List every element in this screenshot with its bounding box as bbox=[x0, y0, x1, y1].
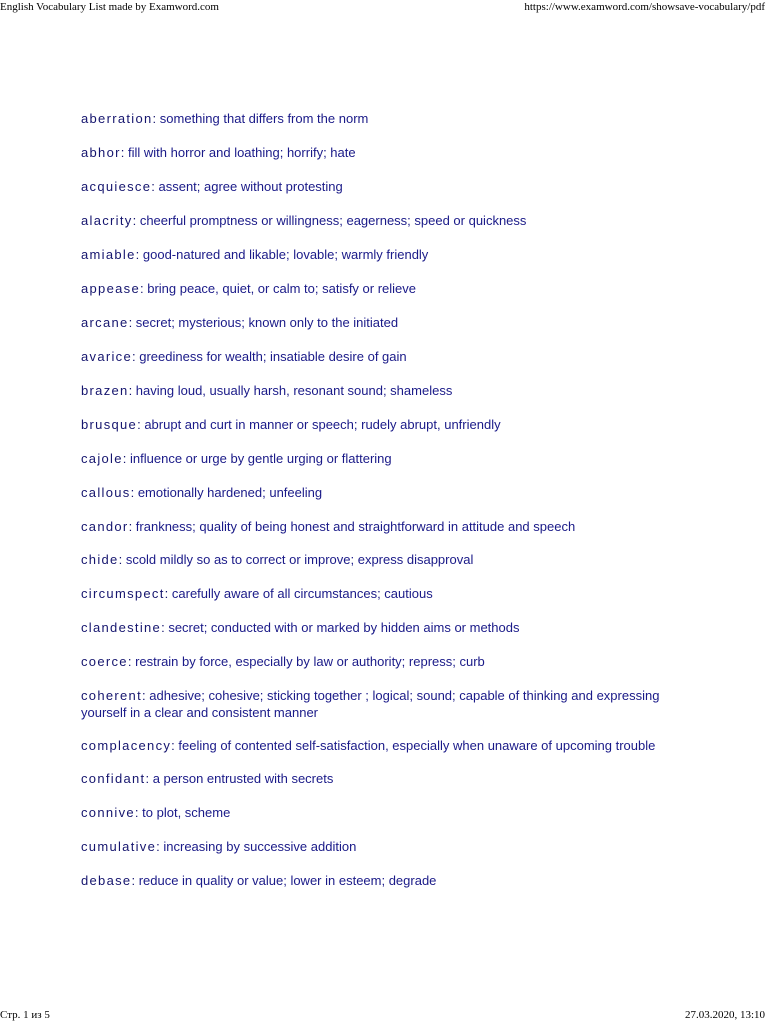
vocab-definition: increasing by successive addition bbox=[163, 839, 357, 854]
vocab-entry: cumulative: increasing by successive addition bbox=[81, 839, 357, 854]
vocab-definition: a person entrusted with secrets bbox=[152, 771, 334, 786]
vocab-definition: secret; mysterious; known only to the initiated bbox=[135, 315, 399, 330]
vocab-definition: feeling of contented self-satisfaction, especially when unaware of upcoming trouble bbox=[178, 738, 656, 753]
vocab-definition: influence or urge by gentle urging or flattering bbox=[130, 451, 392, 466]
vocab-definition: reduce in quality or value; lower in esteem; degrade bbox=[138, 873, 437, 888]
vocab-entry: acquiesce: assent; agree without protesting bbox=[81, 179, 343, 194]
vocab-entry: alacrity: cheerful promptness or willingness; eagerness; speed or quickness bbox=[81, 213, 527, 228]
vocab-term: complacency bbox=[81, 738, 172, 753]
vocab-term: cumulative bbox=[81, 839, 157, 854]
vocab-term: coerce bbox=[81, 654, 128, 669]
vocab-term: avarice bbox=[81, 349, 133, 364]
vocab-entry: callous: emotionally hardened; unfeeling bbox=[81, 485, 323, 500]
vocab-term: clandestine bbox=[81, 620, 162, 635]
vocab-entry: coerce: restrain by force, especially by law or authority; repress; curb bbox=[81, 654, 485, 669]
vocab-term: callous bbox=[81, 485, 131, 500]
vocab-definition: scold mildly so as to correct or improve; express disapproval bbox=[125, 552, 474, 567]
vocab-definition: greediness for wealth; insatiable desire of gain bbox=[139, 349, 407, 364]
vocab-definition: fill with horror and loathing; horrify; hate bbox=[127, 145, 356, 160]
vocab-term: circumspect bbox=[81, 586, 165, 601]
vocab-entry: circumspect: carefully aware of all circumstances; cautious bbox=[81, 586, 433, 601]
vocab-entry: aberration: something that differs from the norm bbox=[81, 111, 369, 126]
vocab-entry: debase: reduce in quality or value; lower in esteem; degrade bbox=[81, 873, 437, 888]
vocab-entry: chide: scold mildly so as to correct or improve; express disapproval bbox=[81, 552, 474, 567]
vocab-definition: restrain by force, especially by law or authority; repress; curb bbox=[135, 654, 485, 669]
vocab-entry: arcane: secret; mysterious; known only to the initiated bbox=[81, 315, 399, 330]
vocab-entry: connive: to plot, scheme bbox=[81, 805, 231, 820]
vocab-entry: complacency: feeling of contented self-satisfaction, especially when unaware of upcoming trouble bbox=[81, 738, 656, 753]
document-title: English Vocabulary List made by Examword.com bbox=[0, 1, 219, 13]
print-datetime: 27.03.2020, 13:10 bbox=[684, 1009, 765, 1021]
vocab-entry: coherent: adhesive; cohesive; sticking together ; logical; sound; capable of thinking and expressing yourself in a clear and consistent manner bbox=[81, 688, 660, 720]
vocab-term: arcane bbox=[81, 315, 129, 330]
vocab-term: chide bbox=[81, 552, 119, 567]
vocab-term: brusque bbox=[81, 417, 138, 432]
vocab-definition: frankness; quality of being honest and straightforward in attitude and speech bbox=[135, 519, 576, 534]
vocab-entry: candor: frankness; quality of being honest and straightforward in attitude and speech bbox=[81, 519, 576, 534]
vocab-term: connive bbox=[81, 805, 135, 820]
vocab-entry: appease: bring peace, quiet, or calm to; satisfy or relieve bbox=[81, 281, 417, 296]
vocab-definition: something that differs from the norm bbox=[159, 111, 369, 126]
vocab-term: confidant bbox=[81, 771, 146, 786]
vocab-term: brazen bbox=[81, 383, 129, 398]
vocab-term: candor bbox=[81, 519, 129, 534]
vocabulary-list bbox=[81, 110, 681, 906]
print-footer bbox=[0, 1008, 768, 1022]
vocab-definition: carefully aware of all circumstances; cautious bbox=[171, 586, 433, 601]
page-number: Стр. 1 из 5 bbox=[0, 1009, 50, 1021]
vocab-term: abhor bbox=[81, 145, 121, 160]
vocab-definition: to plot, scheme bbox=[142, 805, 231, 820]
vocab-term: alacrity bbox=[81, 213, 133, 228]
vocab-term: acquiesce bbox=[81, 179, 152, 194]
vocab-definition: abrupt and curt in manner or speech; rudely abrupt, unfriendly bbox=[144, 417, 501, 432]
vocab-definition: emotionally hardened; unfeeling bbox=[137, 485, 323, 500]
vocab-entry: confidant: a person entrusted with secrets bbox=[81, 771, 334, 786]
vocab-definition: bring peace, quiet, or calm to; satisfy or relieve bbox=[147, 281, 417, 296]
vocab-entry: abhor: fill with horror and loathing; horrify; hate bbox=[81, 145, 356, 160]
vocab-term: cajole bbox=[81, 451, 123, 466]
vocab-term: aberration bbox=[81, 111, 153, 126]
vocab-definition: assent; agree without protesting bbox=[158, 179, 343, 194]
vocab-entry: clandestine: secret; conducted with or marked by hidden aims or methods bbox=[81, 620, 520, 635]
vocab-term: debase bbox=[81, 873, 132, 888]
vocab-entry: brusque: abrupt and curt in manner or speech; rudely abrupt, unfriendly bbox=[81, 417, 501, 432]
vocab-term: appease bbox=[81, 281, 140, 296]
vocab-term: amiable bbox=[81, 247, 136, 262]
vocab-entry: avarice: greediness for wealth; insatiable desire of gain bbox=[81, 349, 407, 364]
vocab-definition: secret; conducted with or marked by hidden aims or methods bbox=[168, 620, 520, 635]
vocab-entry: brazen: having loud, usually harsh, resonant sound; shameless bbox=[81, 383, 453, 398]
vocab-definition: adhesive; cohesive; sticking together ; logical; sound; capable of thinking and expressing yourself in a clear and consistent manner bbox=[81, 688, 660, 720]
vocab-definition: good-natured and likable; lovable; warmly friendly bbox=[142, 247, 429, 262]
page-url: https://www.examword.com/showsave-vocabulary/pdf bbox=[524, 1, 765, 13]
print-header bbox=[0, 0, 768, 14]
vocab-term: coherent bbox=[81, 688, 142, 703]
vocab-definition: having loud, usually harsh, resonant sound; shameless bbox=[135, 383, 453, 398]
vocab-entry: amiable: good-natured and likable; lovable; warmly friendly bbox=[81, 247, 429, 262]
vocab-definition: cheerful promptness or willingness; eagerness; speed or quickness bbox=[139, 213, 527, 228]
vocab-entry: cajole: influence or urge by gentle urging or flattering bbox=[81, 451, 392, 466]
